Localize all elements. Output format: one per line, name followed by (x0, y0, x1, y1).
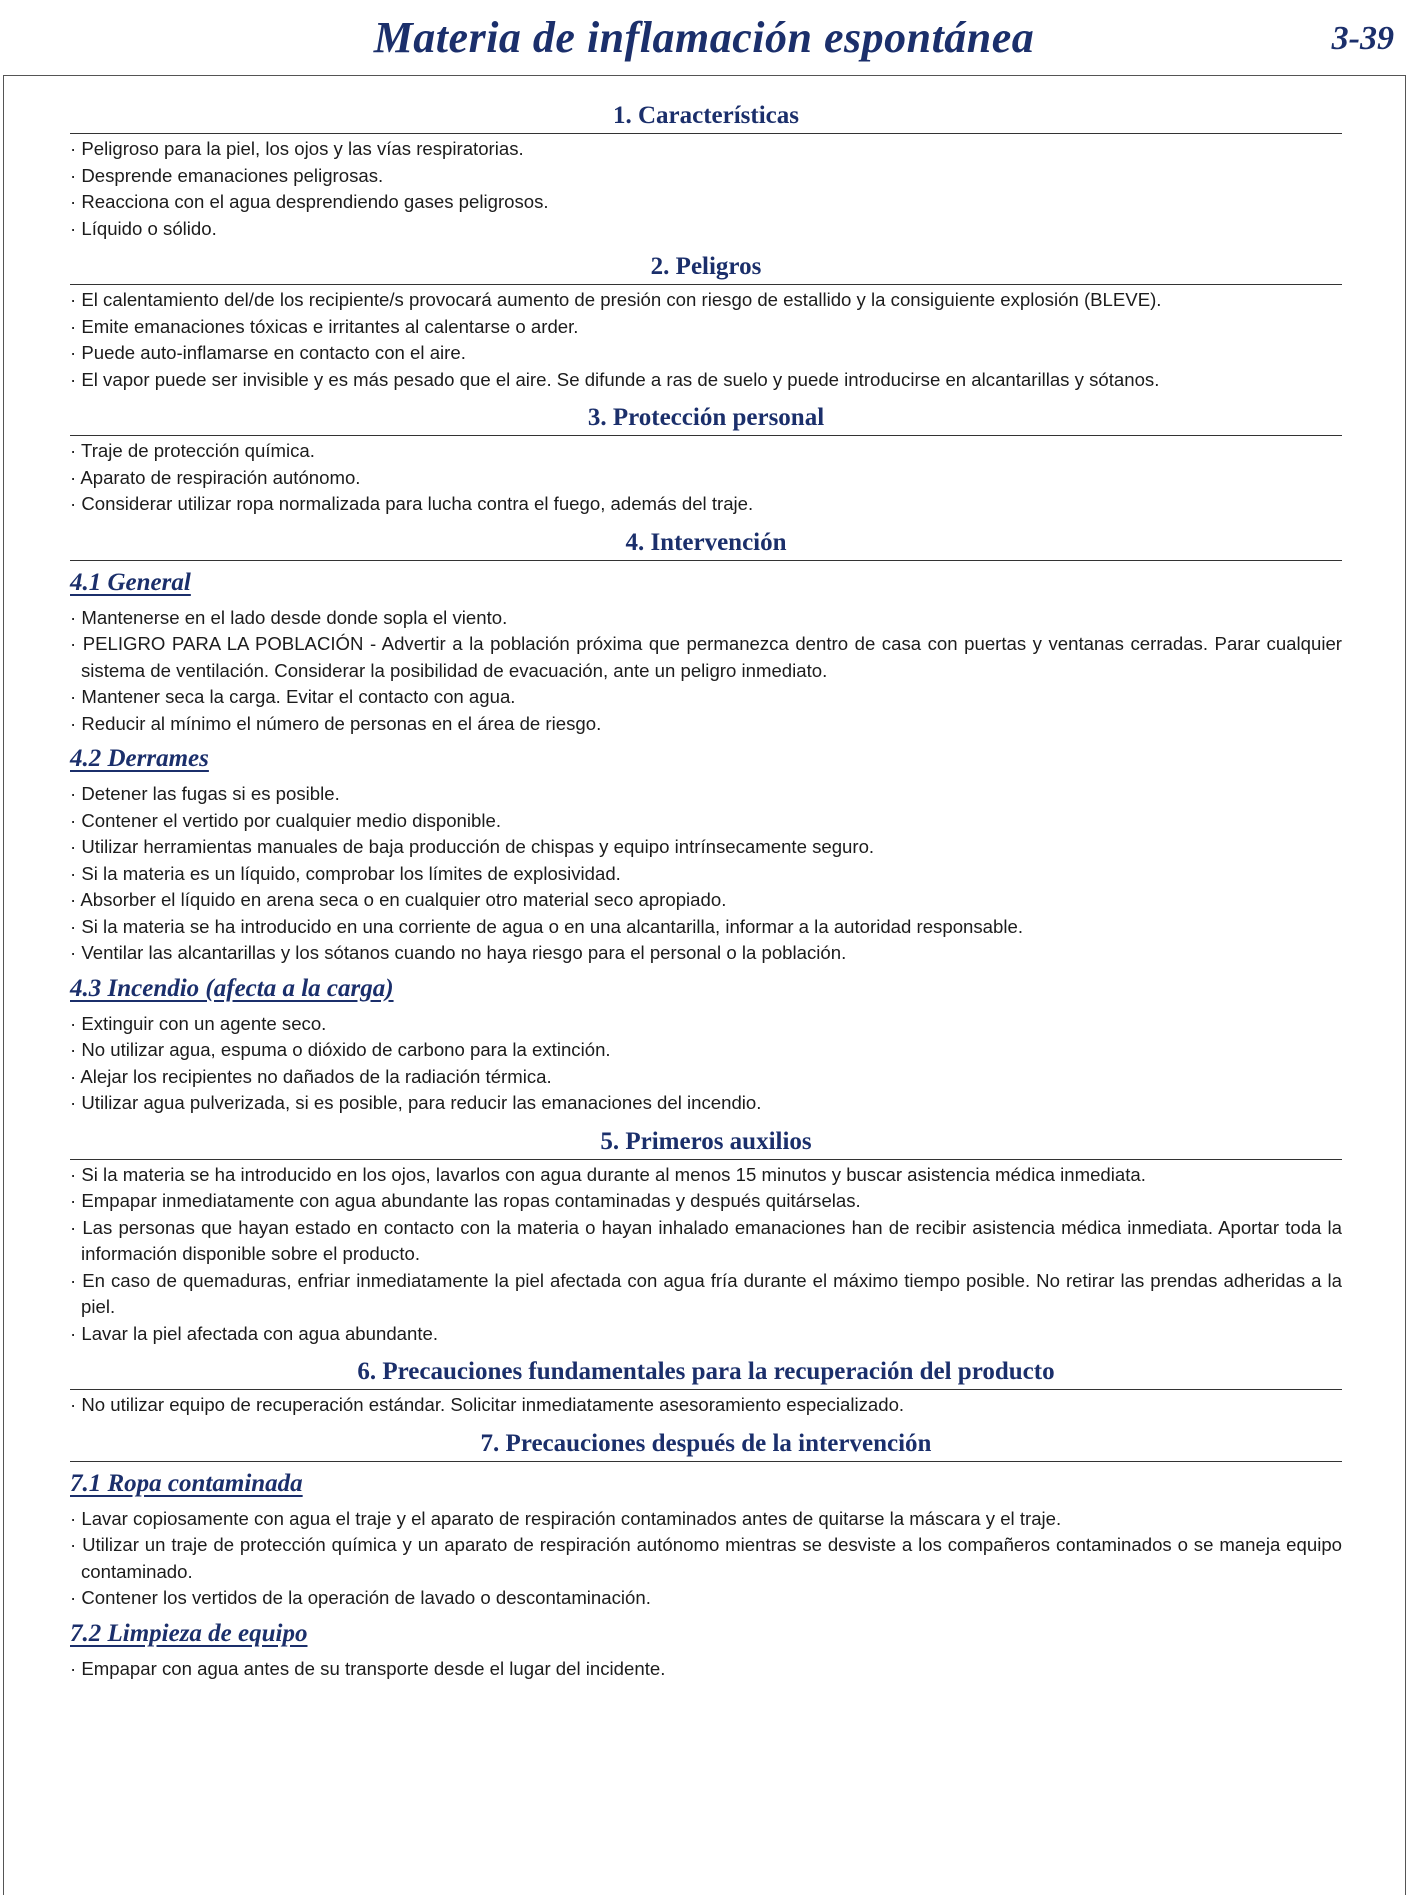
section-title: 1. Características (70, 102, 1342, 134)
list-item: · Mantener seca la carga. Evitar el contacto con agua. (70, 684, 1342, 711)
list-item: · Si la materia se ha introducido en los ojos, lavarlos con agua durante al menos 15 minutos y buscar asistencia médica inmediata. (70, 1162, 1342, 1189)
section-precauciones-despues (70, 1430, 1342, 1683)
document-body (70, 102, 1342, 1682)
section-precauciones-recuperacion (70, 1358, 1342, 1419)
list-item: · El vapor puede ser invisible y es más pesado que el aire. Se difunde a ras de suelo y puede introducirse en alcantarillas y sótanos. (70, 367, 1342, 394)
list-item: · Lavar la piel afectada con agua abundante. (70, 1321, 1342, 1348)
list-item: · Empapar con agua antes de su transporte desde el lugar del incidente. (70, 1656, 1342, 1683)
bullet-list (70, 136, 1342, 242)
section-proteccion-personal (70, 404, 1342, 518)
section-title: 7. Precauciones después de la intervención (70, 1430, 1342, 1462)
section-title: 6. Precauciones fundamentales para la recuperación del producto (70, 1358, 1342, 1390)
list-item: · Las personas que hayan estado en contacto con la materia o hayan inhalado emanaciones han de recibir asistencia médica inmediata. Aportar toda la información disponible sobre el producto. (70, 1215, 1342, 1268)
subsection-title: 4.1 General (70, 568, 191, 596)
section-title: 4. Intervención (70, 529, 1342, 561)
section-title: 5. Primeros auxilios (70, 1128, 1342, 1160)
list-item: · Utilizar agua pulverizada, si es posible, para reducir las emanaciones del incendio. (70, 1090, 1342, 1117)
list-item: · Reacciona con el agua desprendiendo gases peligrosos. (70, 189, 1342, 216)
bullet-list (70, 781, 1342, 967)
bullet-list (70, 1656, 1342, 1683)
page-number: 3-39 (1331, 20, 1394, 57)
list-item: · Aparato de respiración autónomo. (70, 465, 1342, 492)
bullet-list (70, 287, 1342, 393)
list-item: · Contener los vertidos de la operación de lavado o descontaminación. (70, 1585, 1342, 1612)
list-item: · Mantenerse en el lado desde donde sopla el viento. (70, 605, 1342, 632)
list-item: · Contener el vertido por cualquier medio disponible. (70, 808, 1342, 835)
list-item: · El calentamiento del/de los recipiente/s provocará aumento de presión con riesgo de estallido y la consiguiente explosión (BLEVE). (70, 287, 1342, 314)
section-peligros (70, 253, 1342, 393)
list-item: · Reducir al mínimo el número de personas en el área de riesgo. (70, 711, 1342, 738)
bullet-list (70, 1162, 1342, 1348)
bullet-list (70, 605, 1342, 738)
subsection-title: 7.1 Ropa contaminada (70, 1469, 303, 1497)
bullet-list (70, 1392, 1342, 1419)
list-item: · Ventilar las alcantarillas y los sótanos cuando no haya riesgo para el personal o la población. (70, 940, 1342, 967)
bullet-list (70, 438, 1342, 518)
list-item: · Detener las fugas si es posible. (70, 781, 1342, 808)
list-item: · Desprende emanaciones peligrosas. (70, 163, 1342, 190)
page-header (0, 0, 1408, 72)
list-item: · PELIGRO PARA LA POBLACIÓN - Advertir a la población próxima que permanezca dentro de casa con puertas y ventanas cerradas. Parar cualquier sistema de ventilación. Considerar la posibilidad de evacuación, ante un peligro inmediato. (70, 631, 1342, 684)
list-item: · Extinguir con un agente seco. (70, 1011, 1342, 1038)
section-title: 2. Peligros (70, 253, 1342, 285)
list-item: · Alejar los recipientes no dañados de la radiación térmica. (70, 1064, 1342, 1091)
list-item: · En caso de quemaduras, enfriar inmediatamente la piel afectada con agua fría durante el máximo tiempo posible. No retirar las prendas adheridas a la piel. (70, 1268, 1342, 1321)
list-item: · Si la materia se ha introducido en una corriente de agua o en una alcantarilla, informar a la autoridad responsable. (70, 914, 1342, 941)
list-item: · Utilizar herramientas manuales de baja producción de chispas y equipo intrínsecamente seguro. (70, 834, 1342, 861)
list-item: · Peligroso para la piel, los ojos y las vías respiratorias. (70, 136, 1342, 163)
list-item: · Traje de protección química. (70, 438, 1342, 465)
list-item: · Emite emanaciones tóxicas e irritantes al calentarse o arder. (70, 314, 1342, 341)
bullet-list (70, 1506, 1342, 1612)
list-item: · Puede auto-inflamarse en contacto con el aire. (70, 340, 1342, 367)
subsection-title: 7.2 Limpieza de equipo (70, 1619, 308, 1647)
list-item: · Líquido o sólido. (70, 216, 1342, 243)
bullet-list (70, 1011, 1342, 1117)
section-caracteristicas (70, 102, 1342, 242)
list-item: · Empapar inmediatamente con agua abundante las ropas contaminadas y después quitárselas. (70, 1188, 1342, 1215)
list-item: · Si la materia es un líquido, comprobar los límites de explosividad. (70, 861, 1342, 888)
subsection-title: 4.3 Incendio (afecta a la carga) (70, 974, 394, 1002)
section-primeros-auxilios (70, 1128, 1342, 1348)
list-item: · No utilizar equipo de recuperación estándar. Solicitar inmediatamente asesoramiento especializado. (70, 1392, 1342, 1419)
section-intervencion (70, 529, 1342, 1117)
page-title: Materia de inflamación espontánea (373, 13, 1035, 62)
list-item: · Lavar copiosamente con agua el traje y el aparato de respiración contaminados antes de quitarse la máscara y el traje. (70, 1506, 1342, 1533)
list-item: · No utilizar agua, espuma o dióxido de carbono para la extinción. (70, 1037, 1342, 1064)
list-item: · Considerar utilizar ropa normalizada para lucha contra el fuego, además del traje. (70, 491, 1342, 518)
subsection-title: 4.2 Derrames (70, 745, 209, 772)
list-item: · Absorber el líquido en arena seca o en cualquier otro material seco apropiado. (70, 887, 1342, 914)
list-item: · Utilizar un traje de protección química y un aparato de respiración autónomo mientras se desviste a los compañeros contaminados o se maneja equipo contaminado. (70, 1532, 1342, 1585)
section-title: 3. Protección personal (70, 404, 1342, 436)
